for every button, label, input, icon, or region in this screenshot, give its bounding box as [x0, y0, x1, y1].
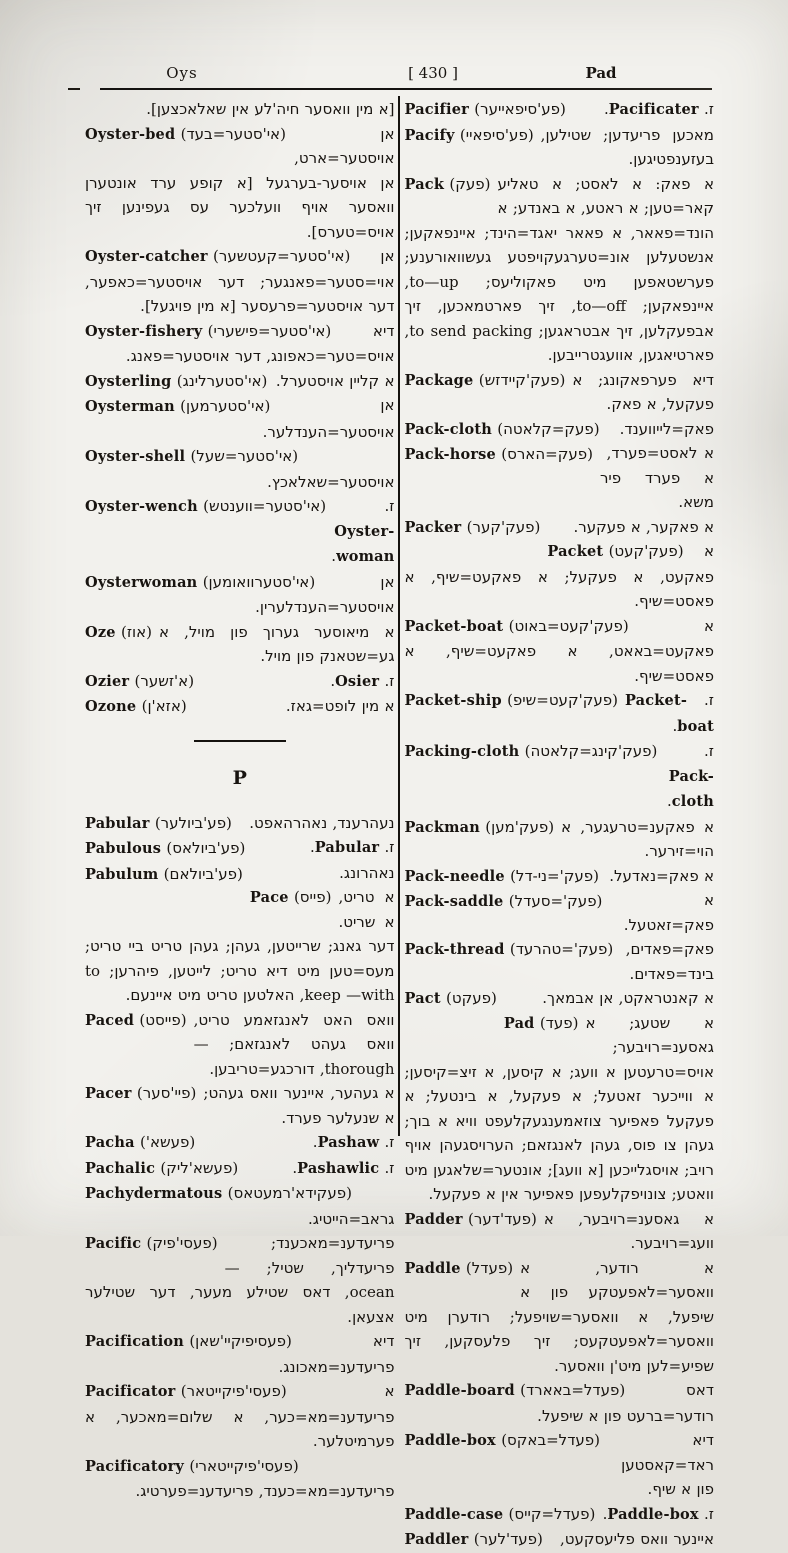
dictionary-entry	[405, 864, 715, 889]
entry-headword: Pacification (פעסיפיקיי'שאן)	[85, 1332, 292, 1350]
dictionary-entry	[85, 122, 395, 245]
entry-headword: Oyster-wench (אי'סטער=ווענטש)	[85, 497, 327, 515]
entry-transliteration: (פעסי'פיקייטארי)	[189, 1456, 299, 1475]
entry-transliteration: (א'זשער)	[134, 671, 195, 690]
dictionary-entry	[405, 417, 715, 442]
dictionary-entry	[405, 123, 715, 172]
entry-headword: Paddler (פעד'לער)	[404, 1530, 543, 1548]
entry-definition: אן אויסטער=הענדלערין.	[255, 572, 395, 616]
entry-transliteration: (פעקט)	[446, 989, 497, 1007]
entry-definition: א שטעג; א גאסענ=רויבער; אויס=טרעטען א וועג; א קיסען, א זיצ=קיסען; א ווייכער זאטעל; א פעקעל, א בינטעל; א פעקעל פאפיער צוזאמענגעקלעפט וויא א בוך; געהן צו פוס, געהן לאנגזאם; הערויסגעהן אויף רויב; אויסגלייכען [א וועג]; אונטער=שלאגען מיט וואטע; צונויפקלעפען פאפיער אין א פעקעל.	[404, 1013, 714, 1203]
entry-transliteration: (פעדל=באארד)	[520, 1381, 626, 1399]
entry-definition: א פריעדענ=מא=כער, א שלום=מאכער, א פערמיטלער.	[85, 1382, 395, 1450]
entry-definition: ז. Pabular.	[309, 838, 395, 856]
entry-definition: נאהרונג.	[339, 863, 395, 882]
left-column	[85, 97, 395, 1553]
entry-transliteration: (פעק=הארס)	[501, 445, 593, 463]
dictionary-entry	[405, 539, 715, 614]
section-letter-heading: P	[232, 766, 247, 789]
entry-transliteration: (פעק'=סעדל)	[508, 892, 603, 910]
dictionary-entry	[405, 815, 715, 864]
entry-transliteration: (פעק)	[449, 174, 491, 193]
entry-headword: Pack (פעק)	[404, 174, 491, 193]
entry-definition: פאק=לייווענד.	[619, 419, 714, 438]
entry-definition: א פאק=נאדעל.	[609, 866, 714, 885]
entry-definition: אויסטער=שאלאכץ.	[267, 472, 395, 491]
dictionary-entry	[85, 835, 395, 861]
entry-transliteration: (אי'סטערלינג)	[176, 371, 268, 390]
entry-headword: Oysterman (אי'סטערמען)	[85, 397, 271, 415]
dictionary-entry	[85, 861, 395, 886]
dictionary-entry	[405, 986, 715, 1011]
entry-transliteration: (פעק'קעט)	[608, 542, 684, 560]
entry-transliteration: (פעדל=קייס)	[508, 1504, 596, 1523]
entry-headword: Pabulous (פע'ביולאס)	[85, 839, 246, 857]
entry-headword: Pachalic (פעשא'ליק)	[85, 1158, 239, 1177]
dictionary-entry	[85, 1329, 395, 1379]
entry-headword: Padder (פעד'דער)	[404, 1209, 537, 1228]
entry-transliteration: (פעק'קער)	[466, 517, 541, 536]
dictionary-entry	[85, 1379, 395, 1454]
entry-transliteration: (פעשא'ליק)	[160, 1158, 239, 1177]
entry-headword: Pacha (פעשא')	[85, 1133, 196, 1151]
entry-definition: א פאקער, א פעקער.	[573, 517, 714, 536]
entry-definition: נעהרענד, נאהרהאפט.	[249, 813, 395, 832]
text-columns	[85, 97, 714, 1553]
entry-headword: Packet-boat (פעק'קעט=באוט)	[404, 616, 629, 635]
entry-headword: Pacifier (פע'סיפאייער)	[404, 100, 566, 118]
entry-transliteration: (פע'ביולאם)	[163, 864, 243, 883]
entry-headword: Paddle-box (פעדל=באקס)	[404, 1431, 601, 1449]
entry-headword: Packing-cloth (פעק'קינג=קלאטה)	[404, 742, 658, 760]
entry-transliteration: (פעד'דער)	[468, 1209, 537, 1228]
dictionary-entry	[85, 444, 395, 494]
entry-headword: Oysterwoman (אי'סטערוואומען)	[85, 572, 316, 591]
entry-definition: א פאקענ=טרעגער, א הוי=זירער.	[561, 817, 714, 860]
entry-headword: Oyster-catcher (אי'סטער=קעטשער)	[85, 247, 351, 265]
dictionary-entry	[85, 669, 395, 695]
entry-definition: ז. Pacificater.	[604, 100, 714, 118]
dictionary-entry	[405, 97, 715, 123]
entry-definition: א קליין אויסטערל.	[275, 371, 395, 390]
dictionary-entry	[85, 393, 395, 444]
dictionary-entry	[405, 739, 715, 815]
entry-transliteration: (פעד)	[539, 1013, 579, 1032]
dictionary-entry	[85, 570, 395, 620]
entry-transliteration: (פעק=קלאטה)	[497, 419, 600, 438]
entry-transliteration: (פע'ביולער)	[154, 813, 232, 832]
entry-transliteration: (אי'סטערמען)	[180, 397, 271, 415]
entry-headword: Pace (פייס)	[249, 888, 332, 906]
entry-transliteration: (אוז)	[120, 622, 152, 641]
dictionary-entry	[85, 1081, 395, 1130]
entry-transliteration: (פעדל)	[465, 1258, 514, 1277]
entry-definition: א לאסט=פערד, א פערד פיר משא.	[599, 444, 714, 511]
entry-headword: Pabular (פע'ביולער)	[85, 813, 232, 832]
dictionary-entry	[85, 620, 395, 669]
entry-transliteration: (פעסי'פיקייטאר)	[180, 1382, 287, 1400]
entry-headword: Ozier (א'זשער)	[85, 671, 195, 690]
entry-headword: Pack-needle (פעק'=ני-דל)	[404, 866, 600, 885]
margin-dash	[68, 88, 80, 90]
entry-definition: ז. Osier.	[330, 671, 395, 690]
entry-definition: דיא פריעדענ=מאכונג.	[278, 1332, 395, 1376]
entry-headword: Pack-cloth (פעק=קלאטה)	[404, 419, 600, 438]
entry-transliteration: (אזא'ן)	[141, 697, 187, 715]
entry-headword: Pacific (פעסי'פיק)	[85, 1234, 218, 1252]
entry-headword: Oze (אוז)	[85, 622, 152, 641]
dictionary-entry	[85, 1454, 395, 1504]
entry-transliteration: (פעק'מען)	[485, 817, 555, 836]
entry-headword: Packer (פעק'קער)	[404, 517, 541, 536]
entry-headword: Pack-saddle (פעק'=סעדל)	[404, 892, 603, 910]
entry-definition: א קאנטראקט, אן אבמאך.	[542, 989, 714, 1007]
entry-definition: ז. Oyster-woman.	[331, 497, 395, 565]
entry-definition: פריעדענ=מא=כענד, פריעדענ=פערטיג.	[135, 1482, 395, 1500]
entry-transliteration: (אי'סטער=ווענטש)	[203, 497, 327, 515]
entry-definition: פאק=פאדים, בינד=פאדים.	[625, 940, 714, 983]
dictionary-entry	[405, 1378, 715, 1428]
right-column	[405, 97, 715, 1553]
entry-definition: א טריט, א שריט. דער גאנג; שרייטען, געהן; געהן טריט ביי טריט; מעס=טען מיט דיא טריט; לייטען, פיהרען; to keep —with, האלטען טריט מיט איינעם.	[85, 888, 395, 1004]
dictionary-entry	[85, 1008, 395, 1082]
entry-transliteration: (אי'סטער=בעד)	[180, 124, 286, 143]
continuation-paragraph	[85, 97, 395, 122]
entry-definition: גראב=הייטיג.	[308, 1209, 395, 1228]
dictionary-entry	[85, 1231, 395, 1329]
dictionary-entry	[85, 1181, 395, 1231]
dictionary-entry	[85, 319, 395, 369]
entry-definition: ז. Pack-cloth.	[666, 742, 714, 810]
entry-transliteration: (פעק'קיידזש)	[478, 370, 566, 389]
entry-definition: א גאסענ=רויבער, א וועג=רויבער.	[543, 1209, 714, 1252]
dictionary-entry	[85, 244, 395, 319]
dictionary-entry	[405, 368, 715, 417]
entry-definition: דיא ראד=קאסטען פון א שיף.	[621, 1431, 714, 1498]
dictionary-entry	[85, 1130, 395, 1156]
entry-definition: [א מין וואסער חיה'לע אין שאלאכצען].	[146, 100, 395, 118]
entry-definition: ז. Packet-boat.	[624, 691, 714, 735]
entry-definition: ז. Paddle-box.	[602, 1504, 714, 1523]
entry-headword: Pabulum (פע'ביולאם)	[85, 864, 243, 883]
running-head-left: Oys	[166, 64, 198, 82]
entry-definition: דיא אויס=טער=כאפונג, דער אויסטער=פאנג.	[125, 321, 395, 365]
entry-definition: א פאקעט=באאט, א פאקעט=שיף, א פאסט=שיף.	[404, 616, 714, 685]
entry-definition: מאכען פריעדען; שטילען, בעזענפטיגען.	[540, 125, 714, 168]
entry-definition: דאס רודער=ברעט פון א שיפעל.	[537, 1381, 714, 1425]
entry-transliteration: (פעק'=ני-דל)	[510, 866, 600, 885]
entry-transliteration: (פעק'קעט=באוט)	[508, 616, 629, 635]
entry-transliteration: (פע'סיפאייער)	[474, 100, 566, 118]
entry-definition: איינער וואס פליעסקעט,	[560, 1530, 714, 1548]
entry-headword: Pachydermatous (פעקידא'רמעטאס)	[85, 1184, 352, 1202]
section-divider-rule	[194, 740, 286, 742]
dictionary-entry	[405, 1428, 715, 1502]
entry-definition: אן אוי=סטער=פאנגער; דער אויסטער=כאפער, דער אויסטער=פרעסער [א מין פויגעל].	[85, 247, 395, 315]
entry-definition: דיא פערפאקונג; א פעקעל, א פאק.	[572, 370, 714, 413]
entry-headword: Paddle-board (פעדל=באארד)	[404, 1381, 626, 1399]
entry-definition: א רודער, א וואסער=לאפעטקע פון א שיפעל, א וואסער=שויפעל; רודערן מיט וואסער=לאפעטקעס; זיך פלעסקען, זיך שפיע=לען מיט'ן וואסער.	[404, 1258, 714, 1375]
entry-transliteration: (אי'סטער=קעטשער)	[213, 247, 351, 265]
entry-transliteration: (פעד'לער)	[473, 1530, 543, 1548]
dictionary-entry	[405, 515, 715, 540]
dictionary-entry	[405, 614, 715, 689]
entry-headword: Pack-horse (פעק=הארס)	[404, 445, 593, 463]
dictionary-entry	[405, 1502, 715, 1528]
page-number: [ 430 ]	[408, 64, 458, 82]
entry-headword: Paddle (פעדל)	[404, 1258, 514, 1277]
entry-transliteration: (אי'סטער=שעל)	[190, 447, 299, 465]
entry-headword: Pacer (פיי'סער)	[85, 1084, 197, 1102]
entry-headword: Pacificator (פעסי'פיקייטאר)	[85, 1382, 287, 1400]
entry-headword: Oyster-shell (אי'סטער=שעל)	[85, 447, 299, 465]
entry-definition: א פאקעט, א פעקעל; א פאקעט=שיף, א פאסט=שיף.	[404, 542, 714, 610]
entry-definition: ז. Pashawlic.	[292, 1158, 395, 1177]
dictionary-entry	[405, 1527, 715, 1552]
entry-transliteration: (אי'סטער=פישערי)	[207, 321, 332, 340]
entry-definition: אן אויסטער=ארט, אן אויסער-בערגעל [א קופע ערד אונטערן וואסער אויף וועלכער עס געפינען זיך אויס=טערס].	[85, 124, 395, 241]
entry-headword: Oyster-fishery (אי'סטער=פישערי)	[85, 321, 332, 340]
entry-headword: Oysterling (אי'סטערלינג)	[85, 371, 268, 390]
entry-transliteration: (פעקידא'רמעטאס)	[227, 1184, 352, 1202]
dictionary-entry	[85, 1156, 395, 1182]
entry-headword: Pack-thread (פעק'=טהרעד)	[404, 940, 614, 958]
entry-transliteration: (פעדל=באקס)	[501, 1431, 601, 1449]
entry-transliteration: (פע'סיפאיי)	[459, 125, 534, 144]
dictionary-entry	[85, 369, 395, 394]
entry-headword: Packman (פעק'מען)	[404, 817, 555, 836]
dictionary-entry	[405, 172, 715, 368]
entry-transliteration: (פיי'סער)	[136, 1084, 197, 1102]
entry-definition: פריעדענ=מאכענד; פריעדליך, שטיל; —ocean, דאס שטילע מעער, דער שטילער אצעאן.	[85, 1234, 395, 1326]
entry-definition: וואס האט לאנגזאמע טריט, וואס געהט לאנגזאם; —thorough, דורכגע=טריבען.	[193, 1010, 395, 1078]
entry-definition: אן אויסטער=הענדלער.	[262, 396, 395, 441]
entry-headword: Packet (פעק'קעט)	[547, 542, 684, 560]
entry-transliteration: (פעק'קעט=שיפ)	[507, 691, 618, 709]
dictionary-entry	[85, 494, 395, 570]
entry-definition: א מין לופט=גאז.	[285, 697, 395, 715]
dictionary-entry	[405, 888, 715, 937]
dictionary-entry	[405, 688, 715, 739]
dictionary-entry	[85, 811, 395, 836]
entry-headword: Paddle-case (פעדל=קייס)	[404, 1504, 596, 1523]
entry-headword: Packet-ship (פעק'קעט=שיפ)	[404, 691, 618, 709]
running-head-right: Pad	[585, 64, 617, 82]
entry-headword: Pact (פעקט)	[404, 989, 497, 1007]
entry-definition: א מיאוסער גערוך פון מויל, א גע=שטאנק פון מויל.	[159, 622, 395, 665]
entry-transliteration: (פעסי'פיק)	[146, 1234, 218, 1252]
entry-headword: Pad (פעד)	[503, 1013, 579, 1032]
entry-transliteration: (פעשא')	[139, 1133, 196, 1151]
header-rule	[100, 88, 712, 90]
dictionary-entry	[405, 1011, 715, 1207]
entry-definition: א פאק: א לאסט; א טאליע קאר=טען; א ראטע, א באנדע; א הונד=פאאר, א פאאר יאגד=הינד; איינפאקען; אנשטעלען אונ=טערגעקויפטע געשוואורענע; פערשטאפען מיט פאקוליעס; to—up, איינפאקען; to—off, זיך פארטמאכען, זיך אבפעקלען, זיך אבטראגען; to send packing, פארטיאגען, אוועגטרייבען.	[404, 174, 715, 364]
entry-headword: Oyster-bed (אי'סטער=בעד)	[85, 124, 286, 143]
dictionary-entry	[405, 937, 715, 986]
entry-headword: Ozone (אזא'ן)	[85, 697, 187, 715]
dictionary-entry	[85, 885, 395, 1008]
entry-transliteration: (פעק'=טהרעד)	[509, 940, 614, 958]
dictionary-entry	[85, 694, 395, 719]
entry-headword: Pacificatory (פעסי'פיקייטארי)	[85, 1456, 299, 1475]
entry-definition: ז. Pashaw.	[312, 1133, 395, 1151]
entry-transliteration: (פייסט)	[139, 1010, 187, 1029]
entry-transliteration: (פייס)	[293, 888, 332, 906]
entry-definition: א פאק=זאטעל.	[623, 891, 714, 934]
dictionary-entry	[405, 441, 715, 515]
entry-transliteration: (פעק'קינג=קלאטה)	[524, 742, 658, 760]
dictionary-entry	[405, 1256, 715, 1379]
dictionary-entry	[405, 1207, 715, 1256]
entry-definition: א געהער, איינער וואס געהט; א שנעלער פערד.	[203, 1084, 395, 1127]
entry-headword: Package (פעק'קיידזש)	[404, 370, 566, 389]
entry-transliteration: (פעסיפיקיי'שאן)	[189, 1332, 292, 1350]
entry-transliteration: (פע'ביולאס)	[166, 839, 246, 857]
entry-transliteration: (אי'סטערוואומען)	[202, 572, 316, 591]
entry-headword: Paced (פייסט)	[85, 1010, 187, 1029]
entry-headword: Pacify (פע'סיפאיי)	[404, 125, 534, 144]
